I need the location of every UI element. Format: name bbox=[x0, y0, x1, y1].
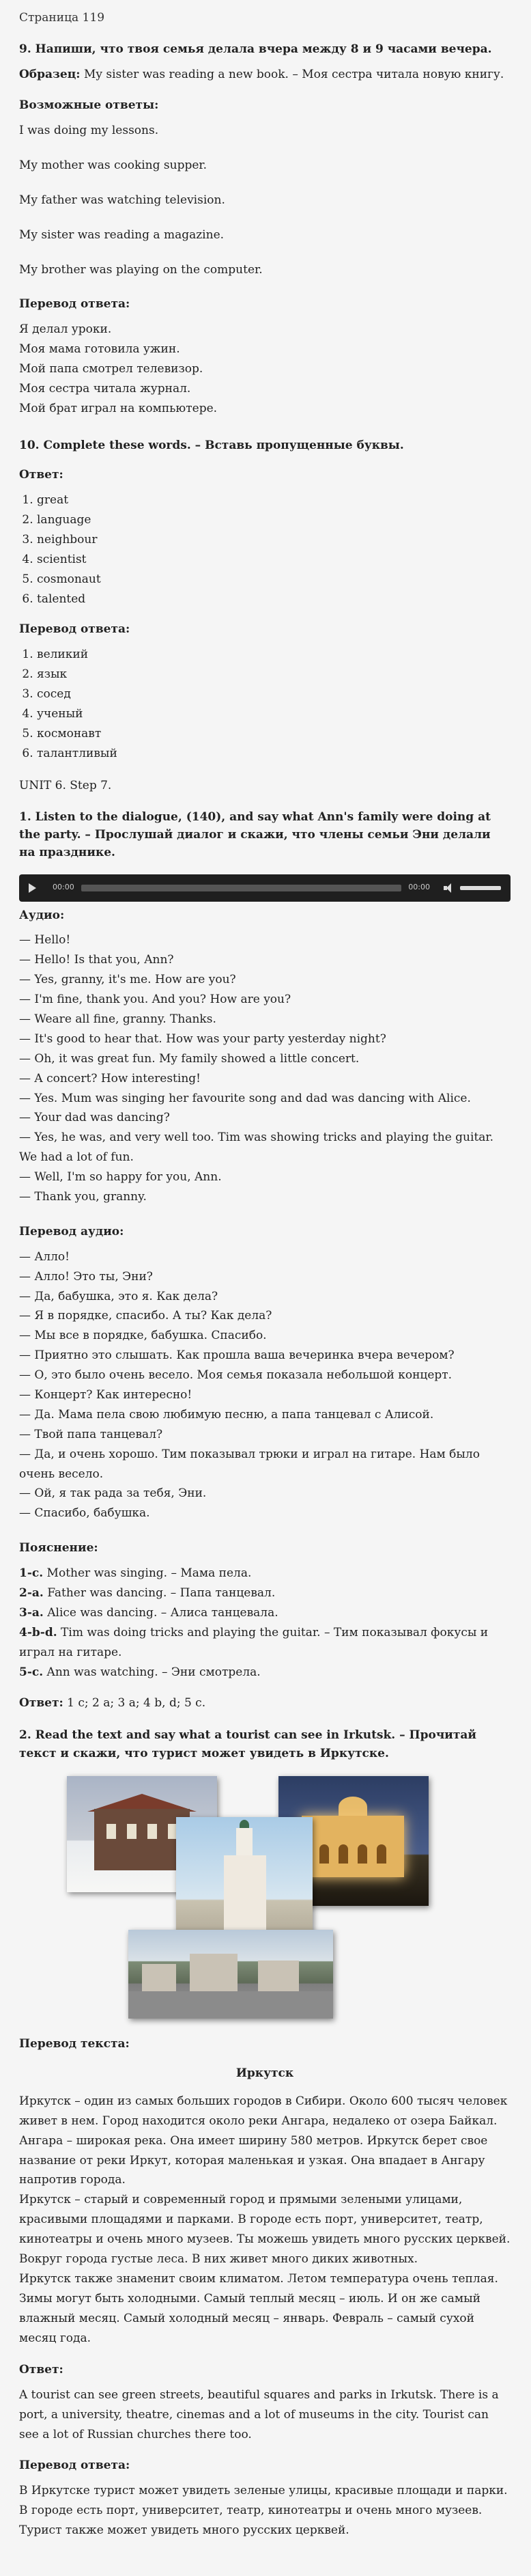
explanation-key: 3-a. bbox=[19, 1605, 44, 1620]
list-item: 5. cosmonaut bbox=[37, 570, 511, 590]
dialog-line: — Мы все в порядке, бабушка. Спасибо. bbox=[19, 1329, 267, 1343]
answer-line: My brother was playing on the computer. bbox=[19, 262, 263, 277]
list-item: 2. language bbox=[37, 510, 511, 530]
dialog-line: — Yes, granny, it's me. How are you? bbox=[19, 973, 236, 987]
explanation-text: Alice was dancing. – Алиса танцевала. bbox=[43, 1605, 278, 1620]
text-paragraph: Иркутск – старый и современный город и прямыми зелеными улицами, красивыми площадями и парками. В городе есть порт, университет, театр, кинотеатры и очень много музеев. Ты можешь увидеть много русских церквей. Вокруг города густые леса. В них живет много диких животных. bbox=[19, 2193, 511, 2266]
dialog-line: — Your dad was dancing? bbox=[19, 1111, 170, 1125]
dialog-line: — I'm fine, thank you. And you? How are you? bbox=[19, 993, 291, 1007]
translation-line: Мой брат играл на компьютере. bbox=[19, 401, 218, 415]
explanation-item bbox=[19, 1623, 511, 1663]
step7-exercise-2-title: 2. Read the text and say what a tourist can see in Irkutsk. – Прочитай текст и скажи, что турист может увидеть в Иркутске. bbox=[19, 1728, 477, 1760]
dialog-line: — A concert? How interesting! bbox=[19, 1071, 201, 1085]
dialog-line: — Приятно это слышать. Как прошла ваша вечеринка вчера вечером? bbox=[19, 1348, 455, 1363]
text-translation bbox=[19, 2092, 511, 2349]
text-paragraph: Иркутск также знаменит своим климатом. Летом температура очень теплая. Зимы могут быть холодными. Самый теплый месяц – июль. И он же самый влажный месяц. Самый холодный месяц – январь. Февраль – самый сухой месяц года. bbox=[19, 2271, 498, 2345]
audio-translation-label: Перевод аудио: bbox=[19, 1224, 124, 1238]
sample-text: My sister was reading a new book. – Моя сестра читала новую книгу. bbox=[80, 68, 504, 82]
dialog-line: — Yes, he was, and very well too. Tim was showing tricks and playing the guitar. We had a lot of fun. bbox=[19, 1131, 494, 1165]
dialog-line: — Oh, it was great fun. My family showed a little concert. bbox=[19, 1051, 360, 1066]
explanation-text: Mother was singing. – Мама пела. bbox=[43, 1566, 252, 1581]
dialog-line: — Thank you, granny. bbox=[19, 1190, 147, 1204]
photo-city-street bbox=[128, 1930, 333, 2019]
text-paragraph: Иркутск – один из самых больших городов в Сибири. Около 600 тысяч человек живет в нем. Город находится около реки Ангара, недалеко от озера Байкал. Ангара – широкая река. Она имеет ширину 580 метров. Иркутск берет свое название от реки Иркут, которая маленькая и узкая. Она впадает в Ангару напротив города. bbox=[19, 2094, 508, 2187]
exercise-9-sample bbox=[19, 65, 511, 85]
total-time: 00:00 bbox=[408, 883, 430, 892]
list-item: 2. язык bbox=[37, 665, 511, 684]
exercise-9-translation bbox=[19, 320, 511, 418]
explanation-item bbox=[19, 1603, 511, 1623]
answer-label: Ответ: bbox=[19, 468, 63, 482]
explanation-key: 4-b-d. bbox=[19, 1625, 57, 1639]
exercise-10-translation bbox=[19, 645, 511, 763]
dialog-line: — Hello! bbox=[19, 933, 71, 947]
progress-bar[interactable] bbox=[81, 885, 402, 891]
dialog-line: — Weare all fine, granny. Thanks. bbox=[19, 1012, 216, 1026]
explanation-text: Father was dancing. – Папа танцевал. bbox=[43, 1586, 276, 1601]
dialog-line: — Я в порядке, спасибо. А ты? Как дела? bbox=[19, 1309, 272, 1323]
volume-icon[interactable] bbox=[444, 883, 455, 893]
translation-line: Моя мама готовила ужин. bbox=[19, 342, 180, 357]
list-item: 4. ученый bbox=[37, 704, 511, 724]
unit-label: UNIT 6. Step 7. bbox=[19, 778, 112, 792]
explanation-list bbox=[19, 1564, 511, 1682]
explanation-key: 5-c. bbox=[19, 1665, 44, 1679]
step7-exercise-1-answer bbox=[19, 1693, 511, 1713]
page-label: Страница 119 bbox=[19, 11, 105, 25]
answer-label: Ответ: bbox=[19, 2363, 63, 2377]
explanation-item bbox=[19, 1564, 511, 1583]
answer-text: A tourist can see green streets, beautiful squares and parks in Irkutsk. There is a port, a university, theatre, cinemas and a lot of museums in the city. Tourist can see a lot of Russian churches there too. bbox=[19, 2388, 499, 2442]
irkutsk-photo-collage bbox=[19, 1776, 511, 2022]
list-item: 5. космонавт bbox=[37, 724, 511, 744]
dialog-line: — Концерт? Как интересно! bbox=[19, 1388, 192, 1402]
list-item: 4. scientist bbox=[37, 550, 511, 570]
step7-exercise-1-title: 1. Listen to the dialogue, (140), and say what Ann's family were doing at the party. – Прослушай диалог и скажи, что члены семьи Эни делали на празднике. bbox=[19, 809, 491, 860]
explanation-text: Ann was watching. – Эни смотрела. bbox=[43, 1665, 261, 1679]
text-title: Иркутск bbox=[235, 2066, 294, 2080]
translation-label: Перевод ответа: bbox=[19, 297, 130, 311]
translation-label: Перевод ответа: bbox=[19, 622, 130, 637]
text-translation-label: Перевод текста: bbox=[19, 2037, 130, 2051]
audio-player bbox=[19, 874, 511, 902]
explanation-key: 2-a. bbox=[19, 1586, 44, 1601]
answer-line: My mother was cooking supper. bbox=[19, 158, 207, 172]
current-time: 00:00 bbox=[53, 883, 74, 892]
list-item: 1. great bbox=[37, 490, 511, 510]
answer-translation-label: Перевод ответа: bbox=[19, 2459, 130, 2472]
dialog-english bbox=[19, 930, 511, 1206]
possible-answers-label: Возможные ответы: bbox=[19, 98, 159, 113]
audio-label: Аудио: bbox=[19, 908, 65, 922]
dialog-line: — It's good to hear that. How was your party yesterday night? bbox=[19, 1031, 386, 1046]
dialog-line: — Твой папа танцевал? bbox=[19, 1427, 163, 1441]
explanation-item bbox=[19, 1663, 511, 1682]
dialog-line: — Well, I'm so happy for you, Ann. bbox=[19, 1170, 222, 1185]
dialog-line: — О, это было очень весело. Моя семья показала небольшой концерт. bbox=[19, 1368, 453, 1383]
exercise-10-answers bbox=[19, 490, 511, 609]
dialog-line: — Алло! Это ты, Эни? bbox=[19, 1269, 153, 1284]
list-item: 6. талантливый bbox=[37, 744, 511, 764]
translation-line: Я делал уроки. bbox=[19, 322, 112, 337]
translation-line: Моя сестра читала журнал. bbox=[19, 382, 191, 396]
sample-label: Образец: bbox=[19, 68, 81, 82]
list-item: 1. великий bbox=[37, 645, 511, 665]
dialog-line: — Спасибо, бабушка. bbox=[19, 1506, 150, 1521]
answer-translation: В Иркутске турист может увидеть зеленые улицы, красивые площади и парки. В городе есть порт, университет, театр, кинотеатры и очень много музеев. Турист также может увидеть много русских церквей. bbox=[19, 2483, 508, 2537]
explanation-label: Пояснение: bbox=[19, 1541, 98, 1555]
answer-label: Ответ: bbox=[19, 1695, 63, 1710]
explanation-key: 1-c. bbox=[19, 1566, 44, 1581]
dialog-line: — Да, бабушка, это я. Как дела? bbox=[19, 1289, 218, 1303]
translation-line: Мой папа смотрел телевизор. bbox=[19, 362, 203, 376]
dialog-line: — Да, и очень хорошо. Тим показывал трюки и играл на гитаре. Нам было очень весело. bbox=[19, 1447, 480, 1481]
exercise-9-answers bbox=[19, 121, 511, 279]
dialog-line: — Yes. Mum was singing her favourite song and dad was dancing with Alice. bbox=[19, 1091, 471, 1105]
answer-line: My father was watching television. bbox=[19, 193, 225, 207]
exercise-10-title: 10. Complete these words. – Вставь пропущенные буквы. bbox=[19, 438, 404, 452]
answer-text: 1 c; 2 a; 3 a; 4 b, d; 5 c. bbox=[63, 1695, 206, 1710]
dialog-line: — Да. Мама пела свою любимую песню, а папа танцевал с Алисой. bbox=[19, 1407, 434, 1422]
play-icon[interactable] bbox=[29, 883, 36, 893]
exercise-9-title: 9. Напиши, что твоя семья делала вчера между 8 и 9 часами вечера. bbox=[19, 42, 492, 56]
dialog-line: — Ой, я так рада за тебя, Эни. bbox=[19, 1486, 207, 1501]
list-item: 3. сосед bbox=[37, 684, 511, 704]
answer-line: I was doing my lessons. bbox=[19, 124, 159, 138]
answer-line: My sister was reading a magazine. bbox=[19, 227, 225, 242]
dialog-russian bbox=[19, 1247, 511, 1523]
list-item: 3. neighbour bbox=[37, 530, 511, 550]
dialog-line: — Алло! bbox=[19, 1249, 70, 1264]
explanation-item bbox=[19, 1583, 511, 1603]
list-item: 6. talented bbox=[37, 590, 511, 609]
volume-slider[interactable] bbox=[460, 886, 501, 890]
dialog-line: — Hello! Is that you, Ann? bbox=[19, 953, 174, 967]
explanation-text: Tim was doing tricks and playing the guitar. – Тим показывал фокусы и играл на гитаре. bbox=[19, 1625, 489, 1659]
